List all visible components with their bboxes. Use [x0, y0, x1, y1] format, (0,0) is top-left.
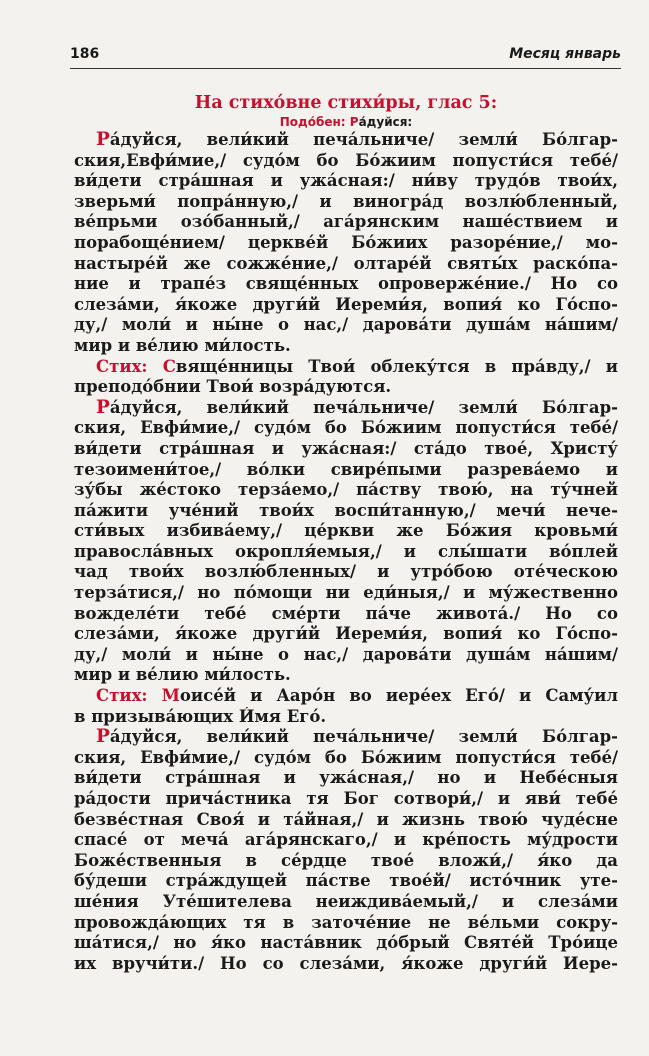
text-line: их вручи́ти./ Но со слеза́ми, я́коже други́й Иере- [74, 953, 618, 973]
text-line: ви́дети стра́шная и ужа́сная:/ ста́до твое́, Христу́ [74, 438, 618, 458]
text-line: ду,/ моли́ и ны́не о нас,/ дарова́ти душа́м на́шим/ [74, 644, 618, 664]
section-title: На стихо́вне стихи́ры, глас 5: [194, 93, 498, 113]
text-line: ше́ния Уте́шителева неиждива́емый,/ и слеза́ми [74, 891, 618, 911]
verse-initial: М [161, 686, 180, 706]
verse-first-line: Стих: Моисе́й и Аaро́н во иере́ех Его́/ и Саму́ил [96, 686, 618, 706]
running-head: Месяц январь [509, 46, 621, 62]
sticheron-2 [74, 398, 618, 686]
verse-label: Стих: [96, 356, 163, 376]
sticheron-first-line: Ра́дуйся, вели́кий печа́льниче/ земли́ Бо́лгар- [96, 727, 618, 748]
sticheron-1 [74, 130, 618, 357]
verse-label: Стих: [96, 686, 162, 706]
podoben-line [74, 114, 618, 130]
text-line: ве́прьми озо́банный,/ ага́рянским наше́ствием и [74, 212, 618, 232]
text-line: чад твои́х возлю́бленных/ и утро́бою оте́ческою [74, 562, 618, 582]
text-line: Боже́ственныя в се́рдце твое́ вложи́,/ я́ко да [74, 850, 618, 870]
text-line: ду,/ моли́ и ны́не о нас,/ дарова́ти душа́м на́шим/ [74, 315, 618, 335]
text-line: слеза́ми, я́коже други́й Иереми́я, вопия́ ко Го́спо- [74, 294, 618, 314]
text-line: терза́тися,/ но по́мощи ни еди́ныя,/ и му́жественно [74, 583, 618, 603]
drop-initial: Р [96, 397, 110, 418]
text-line: мир и ве́лию ми́лость. [74, 665, 291, 685]
text-line: ра́дости прича́стника тя Бог сотвори́,/ и яви́ тебе́ [74, 789, 618, 808]
verse-2 [74, 686, 618, 727]
podoben-initial: Р [349, 115, 359, 129]
text-line: ша́тися,/ но я́ко наста́вник до́брый Святе́й Тро́ице [74, 933, 618, 953]
sticheron-3 [74, 727, 618, 974]
text-line: па́жити уче́ний твои́х воспи́танную,/ мечи́ нече- [74, 500, 618, 520]
text-line: порабоще́нием/ церкве́й Бо́жиих разоре́ние,/ мо- [74, 232, 618, 252]
page-number: 186 [70, 46, 100, 62]
text-line: бу́деши стра́ждущей па́стве твое́й/ исто́чник уте- [74, 871, 618, 891]
drop-initial: Р [96, 130, 110, 150]
text-body [74, 92, 618, 974]
text-line: зу́бы же́стоко терза́емо,/ па́ству твою́, на ту́чней [74, 480, 618, 500]
verse-first-line: Стих: Свяще́нницы Твои́ облеку́тся в пра́вду,/ и [96, 356, 618, 376]
text-line: слеза́ми, я́коже други́й Иереми́я, вопия́ ко Го́спо- [74, 624, 618, 644]
text-line: ви́дети стра́шная и ужа́сная,/ но и Небе́сныя [74, 768, 618, 788]
text-line: настыре́й же сожже́ние,/ олтаре́й святы́х раско́па- [74, 253, 618, 273]
text-line: вожделе́ти тебе́ сме́рти па́че живота́./ Но со [74, 603, 618, 623]
text-line: мир и ве́лию ми́лость. [74, 335, 291, 355]
text-line: ския,Евфи́мие,/ судо́м бо Бо́жиим попусти́ся тебе́/ [74, 150, 618, 170]
text-line: провожда́ющих тя в заточе́ние не ве́льми сокру- [74, 912, 618, 932]
text-line: ви́дети стра́шная и ужа́сная:/ ни́ву трудо́в твои́х, [74, 171, 618, 191]
podoben-label: Подо́бен: [279, 115, 350, 129]
text-line: ние и трапе́з свяще́нных опроверже́ние./ Но со [74, 274, 618, 294]
sticheron-first-line: Ра́дуйся, вели́кий печа́льниче/ земли́ Бо́лгар- [96, 397, 618, 418]
page-header [70, 44, 621, 69]
text-line: безве́стная Своя́ и та́йная,/ и жизнь твою́ чуде́сне [74, 809, 618, 829]
text-line: спасе́ от меча́ ага́рянскаго,/ и кре́пость му́дрости [74, 830, 618, 850]
sticheron-first-line: Ра́дуйся, вели́кий печа́льниче/ земли́ Бо́лгар- [96, 130, 618, 150]
text-line: зверьми́ попра́нную,/ и виногра́д возлю́бленный, [74, 191, 618, 211]
podoben-text: а́дуйся: [358, 115, 413, 129]
text-line: ския, Евфи́мие,/ судо́м бо Бо́жиим попусти́ся тебе́/ [74, 418, 618, 438]
text-line: ския, Евфи́мие,/ судо́м бо Бо́жиим попусти́ся тебе́/ [74, 747, 618, 767]
verse-1 [74, 357, 618, 398]
verse-initial: С [162, 356, 176, 376]
text-line: тезоимени́тое,/ во́лки свире́пыми разрева́емо и [74, 459, 618, 479]
drop-initial: Р [96, 727, 110, 748]
text-line: правосла́вных окропля́емыя,/ и слы́шати во́плей [74, 541, 618, 561]
text-line: преподо́бнии Твои́ возра́дуются. [74, 377, 392, 397]
text-line: в призыва́ющих И́мя Его́. [74, 706, 327, 726]
text-line: сти́вых избива́ему,/ це́ркви же Бо́жия кровьми́ [74, 521, 618, 541]
